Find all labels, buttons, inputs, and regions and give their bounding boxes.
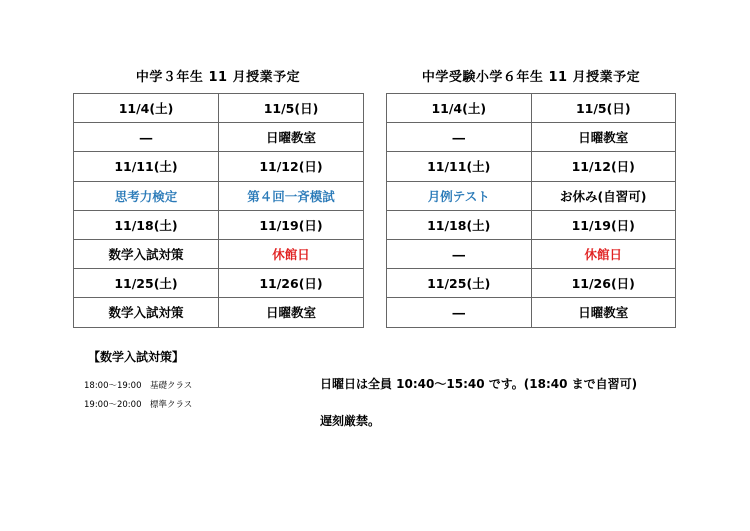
table-cell: 11/18(土) <box>387 210 532 239</box>
no-lateness-note: 遅刻厳禁。 <box>320 414 381 428</box>
table-row <box>74 298 364 327</box>
table-row <box>387 94 676 123</box>
table-cell: 11/12(日) <box>219 152 364 181</box>
table-cell: 数学入試対策 <box>74 298 219 327</box>
table-cell: 11/19(日) <box>219 210 364 239</box>
table-cell: 11/11(土) <box>74 152 219 181</box>
math-class-time-standard: 19:00～20:00 標準クラス <box>84 400 193 410</box>
table-cell: 11/19(日) <box>531 210 676 239</box>
sunday-hours-note: 日曜日は全員 10:40～15:40 です。(18:40 まで自習可) <box>320 377 638 391</box>
table-cell: ― <box>74 123 219 152</box>
table-row <box>387 152 676 181</box>
table-cell: 11/5(日) <box>219 94 364 123</box>
table-cell: ― <box>387 239 532 268</box>
table-cell: 11/18(土) <box>74 210 219 239</box>
table-row <box>387 123 676 152</box>
table-cell: ― <box>387 298 532 327</box>
table-cell: 数学入試対策 <box>74 239 219 268</box>
table-row <box>387 239 676 268</box>
left-schedule-table <box>73 93 364 328</box>
table-cell: 11/5(日) <box>531 94 676 123</box>
left-schedule-title: 中学３年生 11 月授業予定 <box>135 70 301 85</box>
table-cell-closed: 休館日 <box>531 239 676 268</box>
table-row <box>74 269 364 298</box>
table-cell: 日曜教室 <box>531 298 676 327</box>
table-cell: 日曜教室 <box>531 123 676 152</box>
table-cell: ― <box>387 123 532 152</box>
table-cell: 11/25(土) <box>74 269 219 298</box>
table-cell: お休み(自習可) <box>531 181 676 210</box>
table-row <box>74 239 364 268</box>
table-row <box>387 298 676 327</box>
table-cell-event: 第４回一斉模試 <box>219 181 364 210</box>
math-course-heading: 【数学入試対策】 <box>88 350 185 364</box>
table-row <box>74 123 364 152</box>
table-cell: 日曜教室 <box>219 298 364 327</box>
table-cell: 11/4(土) <box>74 94 219 123</box>
table-row <box>74 210 364 239</box>
table-row <box>74 152 364 181</box>
table-row <box>74 181 364 210</box>
table-row <box>387 181 676 210</box>
table-cell-closed: 休館日 <box>219 239 364 268</box>
table-cell: 11/4(土) <box>387 94 532 123</box>
table-cell-event: 月例テスト <box>387 181 532 210</box>
table-cell: 日曜教室 <box>219 123 364 152</box>
table-cell: 11/26(日) <box>531 269 676 298</box>
math-class-time-basic: 18:00～19:00 基礎クラス <box>84 381 193 391</box>
table-row <box>387 210 676 239</box>
right-schedule-title: 中学受験小学６年生 11 月授業予定 <box>421 70 641 85</box>
table-cell-event: 思考力検定 <box>74 181 219 210</box>
table-cell: 11/25(土) <box>387 269 532 298</box>
right-schedule-table <box>386 93 676 328</box>
table-row <box>387 269 676 298</box>
table-cell: 11/26(日) <box>219 269 364 298</box>
table-cell: 11/11(土) <box>387 152 532 181</box>
table-row <box>74 94 364 123</box>
table-cell: 11/12(日) <box>531 152 676 181</box>
